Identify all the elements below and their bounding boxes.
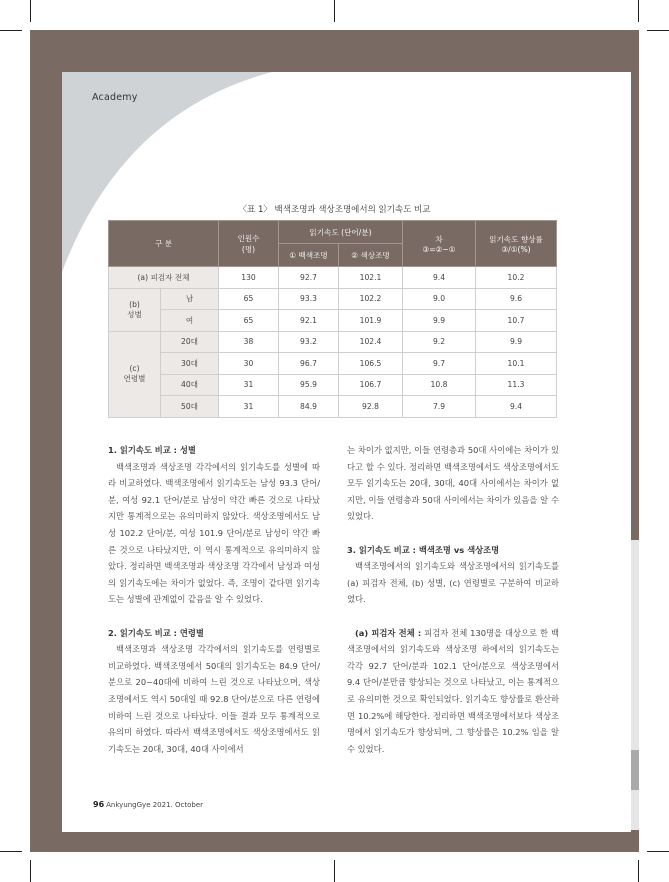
crop-mark xyxy=(0,30,22,31)
cell-diff: 9.4 xyxy=(403,267,476,289)
cell-improve: 10.1 xyxy=(476,353,557,375)
cell-white: 93.3 xyxy=(279,288,339,310)
cell-color: 106.7 xyxy=(339,374,403,396)
cell-improve: 10.2 xyxy=(476,267,557,289)
row-label: 여 xyxy=(161,310,219,332)
cell-color: 102.4 xyxy=(339,331,403,353)
section-3a-text xyxy=(347,625,559,758)
row-label: 50대 xyxy=(161,396,219,418)
crop-mark xyxy=(647,851,669,852)
cell-n: 30 xyxy=(219,353,279,375)
group-label: (b) 성별 xyxy=(109,288,161,331)
section-2-heading: 2. 읽기속도 비교 : 연령별 xyxy=(108,627,204,638)
table-row xyxy=(109,310,557,332)
cell-color: 106.5 xyxy=(339,353,403,375)
spacer xyxy=(347,525,559,542)
spacer xyxy=(108,608,320,625)
header-diff: 차 ③=②−① xyxy=(403,221,476,267)
header-group: 구 분 xyxy=(109,221,219,267)
group-label: (c) 연령별 xyxy=(109,331,161,417)
cell-white: 93.2 xyxy=(279,331,339,353)
crop-mark xyxy=(638,0,639,22)
page-number: 96 xyxy=(93,800,105,809)
table-row xyxy=(109,396,557,418)
cell-diff: 9.9 xyxy=(403,310,476,332)
table-caption: 〈표 1〉 백색조명과 색상조명에서의 읽기속도 비교 xyxy=(238,205,431,215)
cell-diff: 7.9 xyxy=(403,396,476,418)
header-color: ② 색상조명 xyxy=(339,244,403,267)
row-label: 남 xyxy=(161,288,219,310)
section-3a-lead: (a) 피검자 전체 : xyxy=(355,627,422,638)
crop-mark xyxy=(334,860,335,882)
section-3-heading: 3. 읽기속도 비교 : 백색조명 vs 색상조명 xyxy=(347,544,500,555)
cell-white: 96.7 xyxy=(279,353,339,375)
cell-diff: 10.8 xyxy=(403,374,476,396)
table-row xyxy=(109,353,557,375)
cell-white: 92.7 xyxy=(279,267,339,289)
section-3-text: 백색조명에서의 읽기속도와 색상조명에서의 읽기속도를 (a) 피검자 전체, (b) 성별, (c) 연령별로 구분하여 비교하였다. xyxy=(347,561,559,605)
cell-n: 31 xyxy=(219,374,279,396)
section-3a-body: 피검자 전체 130명을 대상으로 한 백색조명에서의 읽기속도와 색상조명 하에서의 읽기속도는 각각 92.7 단어/분과 102.1 단어/분으로 색상조명에서 9.4 단어/분만큼 향상되는 것으로 나타났고, 이는 통계적으로 유의미한 것으로 확인되었다. 읽기속도 향상률로 환산하면 10.2%에 해당한다. 정리하면 백색조명에서보다 색상조명에서 읽기속도가 향상되며, 그 향상률은 10.2% 임을 알 수 있었다. xyxy=(347,627,559,754)
header-n: 인원수 (명) xyxy=(219,221,279,267)
cell-color: 101.9 xyxy=(339,310,403,332)
cell-color: 102.2 xyxy=(339,288,403,310)
crop-mark xyxy=(0,851,22,852)
cell-n: 65 xyxy=(219,310,279,332)
brand-label: Academy xyxy=(92,92,138,103)
cell-n: 130 xyxy=(219,267,279,289)
cell-n: 65 xyxy=(219,288,279,310)
row-label: 40대 xyxy=(161,374,219,396)
table-row xyxy=(109,374,557,396)
cell-improve: 9.6 xyxy=(476,288,557,310)
side-tab-marker xyxy=(631,750,639,790)
row-label: (a) 피검자 전체 xyxy=(109,267,219,289)
header-speed: 읽기속도 (단어/분) xyxy=(279,221,403,244)
table-row xyxy=(109,288,557,310)
cell-white: 92.1 xyxy=(279,310,339,332)
cell-diff: 9.7 xyxy=(403,353,476,375)
reading-speed-table xyxy=(108,220,557,418)
crop-mark xyxy=(30,0,31,22)
header-improve: 읽기속도 향상률 ③/①(%) xyxy=(476,221,557,267)
cell-n: 31 xyxy=(219,396,279,418)
section-2-continued: 는 차이가 없지만, 이들 연령층과 50대 사이에는 차이가 있다고 할 수 있다. 정리하면 백색조명에서도 색상조명에서도 모두 읽기속도는 20대, 30대, 40대 사이에서는 차이가 없지만, 이들 연령층과 50대 사이에서는 차이가 있음을 알 수 있었다. xyxy=(347,445,559,522)
cell-color: 102.1 xyxy=(339,267,403,289)
crop-mark xyxy=(334,0,335,22)
cell-color: 92.8 xyxy=(339,396,403,418)
crop-mark xyxy=(647,30,669,31)
issue-label: AnkyungGye 2021. October xyxy=(106,801,204,809)
section-1-text: 백색조명과 색상조명 각각에서의 읽기속도를 성별에 따라 비교하였다. 백색조명에서 읽기속도는 남성 93.3 단어/분, 여성 92.1 단어/분로 남성이 약간 빠른 것으로 나타났지만 통계적으로는 유의미하지 않았다. 색상조명에서도 남성 102.2 단어/분, 여성 101.9 단어/분로 남성이 약간 빠른 것으로 나타났지만, 이 역시 통계적으로 유의미하지 않았다. 정리하면 백색조명과 색상조명 각각에서 남성과 여성의 읽기속도에는 차이가 없었다. 즉, 조명이 같다면 읽기속도는 성별에 관계없이 같음을 알 수 있었다. xyxy=(108,461,320,605)
cell-white: 95.9 xyxy=(279,374,339,396)
section-2-text: 백색조명과 색상조명 각각에서의 읽기속도를 연령별로 비교하였다. 백색조명에서 50대의 읽기속도는 84.9 단어/분으로 20~40대에 비하여 느린 것으로 나타났으며, 색상조명에서도 역시 50대일 때 92.8 단어/분으로 다른 연령에 비하여 느린 것으로 나타났다. 이들 결과 모두 통계적으로 유의미 하였다. 따라서 백색조명에서도 색상조명에서도 읽기속도는 20대, 30대, 40대 사이에서 xyxy=(108,644,320,754)
cell-n: 38 xyxy=(219,331,279,353)
cell-diff: 9.2 xyxy=(403,331,476,353)
cell-white: 84.9 xyxy=(279,396,339,418)
spacer xyxy=(347,608,559,625)
right-column xyxy=(347,442,559,757)
cell-improve: 10.7 xyxy=(476,310,557,332)
cell-improve: 9.4 xyxy=(476,396,557,418)
crop-mark xyxy=(638,860,639,882)
row-label: 20대 xyxy=(161,331,219,353)
header-white: ① 백색조명 xyxy=(279,244,339,267)
left-column xyxy=(108,442,320,757)
cell-improve: 11.3 xyxy=(476,374,557,396)
row-label: 30대 xyxy=(161,353,219,375)
page-footer xyxy=(93,800,203,809)
section-1-heading: 1. 읽기속도 비교 : 성별 xyxy=(108,445,196,455)
cell-improve: 9.9 xyxy=(476,331,557,353)
crop-mark xyxy=(30,860,31,882)
table-row xyxy=(109,267,557,289)
cell-diff: 9.0 xyxy=(403,288,476,310)
table-row xyxy=(109,331,557,353)
